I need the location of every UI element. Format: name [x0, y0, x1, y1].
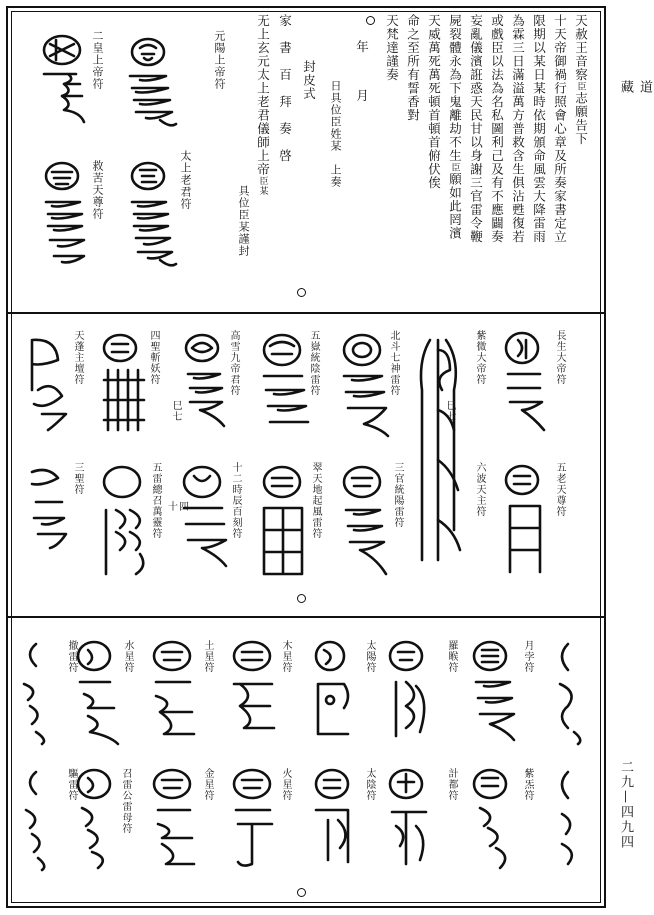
talisman-wuyue	[256, 330, 312, 440]
label-beidou: 北斗七神雷符	[388, 330, 399, 396]
talisman-gaoxue	[178, 330, 230, 440]
bottom-end-circle	[297, 888, 306, 897]
talisman-ziwei-long	[410, 330, 470, 570]
talisman-huoxing	[226, 764, 280, 874]
label-ziqi: 紫炁符	[522, 768, 533, 801]
talisman-ziqi	[466, 764, 520, 874]
talisman-sansheng	[22, 462, 74, 562]
label-yuebei: 月孛符	[522, 640, 533, 673]
talisman-taiyin	[308, 764, 362, 874]
text-column-10: 天梵達謹奏	[384, 14, 400, 82]
note-2: 巳七	[170, 400, 181, 422]
text-column-5: 或戲臣以法為名私圖利己及有不應闢奏	[489, 14, 505, 244]
talisman-wulao	[500, 462, 550, 582]
label-sisheng: 四聖斬妖符	[148, 330, 159, 385]
talisman-wulei	[96, 462, 152, 582]
label-taiyang: 太陽符	[364, 640, 375, 673]
label-liubo: 六波天主符	[474, 462, 485, 517]
label-jidu: 計都符	[446, 768, 457, 801]
seal-line-2: 无上玄元太上老君儀師上帝臣某	[255, 14, 271, 196]
label-cuitian: 翠天地起風雷符	[310, 462, 321, 539]
talisman-cuitian	[256, 462, 312, 582]
text-column-3: 限期以某日某時依期頒命風雲大降雷雨	[531, 14, 547, 244]
talisman-huangdi	[34, 34, 94, 134]
label-qulei: 驅雷符	[66, 768, 77, 801]
text-column-6: 妄亂儀濱誑惑天民甘以身謝三官雷令鞭	[468, 14, 484, 244]
talisman-yuebei	[466, 636, 520, 746]
label-wuyue: 五嶽統陰雷符	[308, 330, 319, 396]
note-3: 十四	[168, 502, 190, 513]
section-divider-top	[8, 312, 604, 314]
talisman-shuixing	[70, 636, 124, 746]
talisman-muxing	[226, 636, 280, 746]
sealed-label: 具位臣某謹封	[237, 185, 250, 257]
talisman-changsheng	[500, 330, 550, 440]
text-column-8: 天威萬死萬死頓首頓首俯伏俟	[426, 14, 442, 190]
text-column-2: 十天帝御禍行照會心章及所奏家書定立	[552, 14, 568, 244]
date-line: 年 月	[354, 40, 370, 114]
note-1: 巳七	[444, 400, 455, 422]
talisman-edge-top	[548, 636, 588, 746]
label-huoxing: 火星符	[280, 768, 291, 801]
middle-end-circle	[297, 594, 306, 603]
talisman-chelei-edge	[14, 636, 58, 746]
talisman-jidu	[382, 764, 436, 874]
talisman-shier	[176, 462, 232, 582]
collection-title: 道 藏	[618, 80, 652, 162]
label-gaoxue: 高雪九帝君符	[228, 330, 239, 396]
seal-title: 封皮式	[301, 60, 317, 101]
label-sanguan: 三官統陽雷符	[392, 462, 403, 528]
talisman-beidou	[336, 330, 392, 440]
talisman-jinxing	[146, 764, 200, 874]
column-end-circle	[366, 16, 375, 25]
seal-line-1: 家 書 百 拜 奏 啓	[277, 14, 293, 163]
talisman-zhaolei	[70, 764, 124, 874]
label-tianpeng: 天蓬主壇符	[72, 330, 83, 385]
text-column-7: 屍裂體永為下鬼離劫不生臣願如此罔濱	[447, 14, 463, 240]
label-zhaolei: 召雷公雷母符	[120, 768, 131, 834]
label-sansheng: 三聖符	[72, 462, 83, 495]
tianzun-label: 救苦天尊符	[91, 160, 104, 220]
text-column-1: 天赦王音察臣志願告下	[573, 14, 589, 146]
label-shier: 十二時辰百刻符	[230, 462, 241, 539]
text-column-9: 命之至所有誓香對	[405, 14, 421, 122]
taishang-label: 太上老君符	[179, 150, 192, 210]
huangdi-label: 二皇上帝符	[91, 30, 104, 90]
label-taiyin: 太陰符	[364, 768, 375, 801]
talisman-tianpeng	[22, 330, 74, 440]
label-chelei: 撤雷符	[66, 640, 77, 673]
talisman-yuanyang	[120, 36, 180, 136]
talisman-sisheng	[96, 330, 150, 440]
label-ziwei: 紫微大帝符	[474, 330, 485, 385]
label-shuixing: 水星符	[122, 640, 133, 673]
label-muxing: 木星符	[280, 640, 291, 673]
section-end-circle	[297, 288, 306, 297]
talisman-tianzun	[34, 160, 94, 280]
section-divider-bottom	[8, 616, 604, 618]
label-jinxing: 金星符	[202, 768, 213, 801]
talisman-edge-bottom	[548, 764, 588, 874]
talisman-tuxing	[146, 636, 200, 746]
talisman-qulei-edge	[14, 764, 58, 874]
label-tuxing: 土星符	[202, 640, 213, 673]
talisman-taishang	[120, 160, 180, 280]
seal-line-3: 元陽上帝符	[213, 30, 226, 90]
page-number: 二九—四九四	[618, 760, 633, 850]
label-changsheng: 長生大帝符	[554, 330, 565, 385]
talisman-sanguan	[336, 462, 392, 582]
text-column-4: 為霖三日滿溢萬方普救含生俱沾甦復若	[510, 14, 526, 244]
talisman-luohou	[382, 636, 436, 746]
title-line: 日具位臣姓某 上奏	[329, 80, 342, 188]
label-wulei: 五雷總召萬靈符	[150, 462, 161, 539]
label-wulao: 五老天尊符	[554, 462, 565, 517]
talisman-taiyang	[308, 636, 362, 746]
label-luohou: 羅睺符	[446, 640, 457, 673]
